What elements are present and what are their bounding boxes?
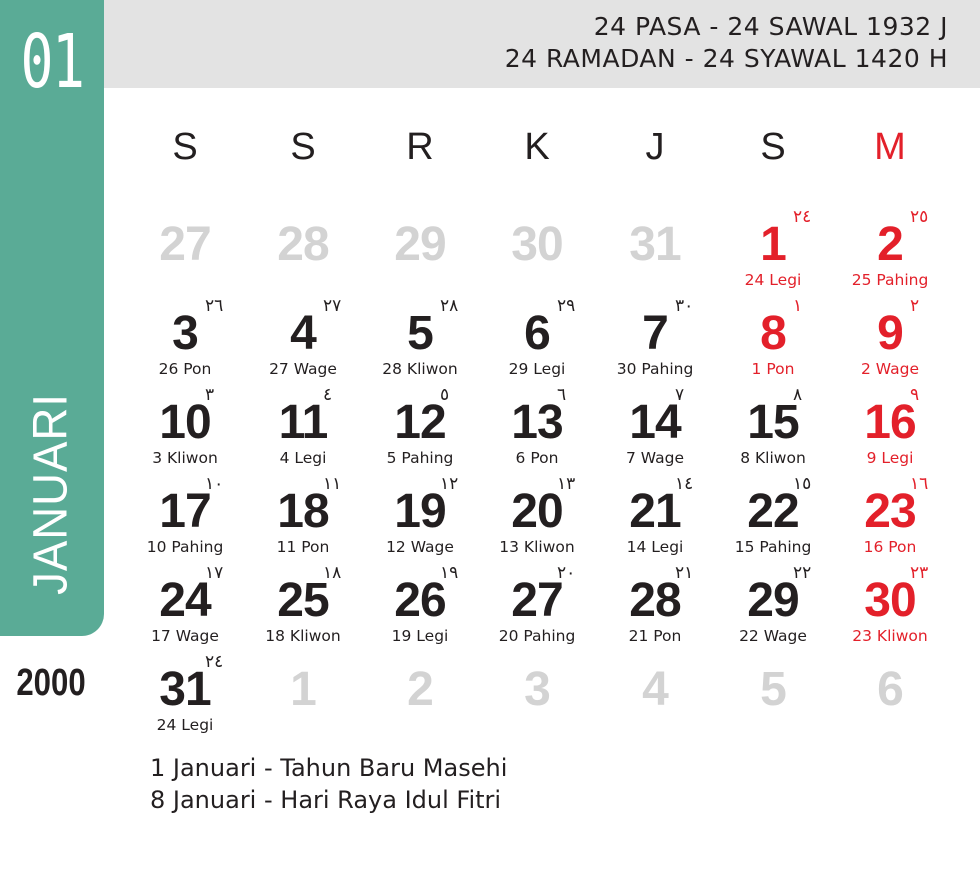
day-number: 19 — [394, 485, 446, 538]
hijri-day-number: ٤ — [323, 385, 333, 405]
day-cell — [597, 211, 713, 297]
day-number: 28 — [277, 218, 329, 271]
javanese-day-label: 8 Kliwon — [740, 449, 806, 467]
day-number: 27 — [511, 574, 563, 627]
javanese-day-label: 3 Kliwon — [152, 449, 218, 467]
javanese-day-label: 18 Kliwon — [265, 627, 341, 645]
day-cell — [245, 385, 361, 475]
javanese-day-label: 22 Wage — [739, 627, 807, 645]
hijri-day-number: ١ — [793, 296, 803, 316]
hijri-day-number: ١٩ — [440, 563, 459, 583]
day-number: 29 — [394, 218, 446, 271]
day-number: 16 — [864, 396, 916, 449]
day-number: 2 — [407, 663, 433, 716]
day-cell — [127, 652, 243, 742]
hijri-day-number: ٣ — [205, 385, 215, 405]
month-name: JANUARI — [24, 393, 78, 595]
javanese-day-label: 9 Legi — [866, 449, 914, 467]
javanese-day-label: 5 Pahing — [386, 449, 454, 467]
weekday-label: S — [290, 126, 316, 168]
day-cell — [479, 211, 595, 297]
javanese-day-label: 26 Pon — [158, 360, 212, 378]
day-number: 31 — [159, 663, 211, 716]
day-cell — [479, 563, 595, 653]
day-number: 6 — [524, 307, 550, 360]
day-cell — [245, 296, 361, 386]
day-cell — [832, 296, 948, 386]
day-number: 29 — [747, 574, 799, 627]
javanese-day-label: 27 Wage — [269, 360, 337, 378]
weekday-label: S — [172, 126, 198, 168]
day-number: 7 — [642, 307, 668, 360]
day-cell — [597, 656, 713, 742]
day-cell — [362, 474, 478, 564]
day-cell — [597, 474, 713, 564]
javanese-day-label: 14 Legi — [626, 538, 684, 556]
javanese-day-label: 20 Pahing — [498, 627, 576, 645]
hijri-day-number: ٢١ — [675, 563, 694, 583]
month-side-bar — [0, 0, 104, 636]
hijri-day-number: ٢٢ — [793, 563, 812, 583]
hijri-day-number: ٦ — [557, 385, 567, 405]
day-number: 17 — [159, 485, 211, 538]
javanese-day-label: 17 Wage — [151, 627, 219, 645]
day-number: 20 — [511, 485, 563, 538]
day-cell — [715, 563, 831, 653]
day-cell — [362, 296, 478, 386]
day-number: 30 — [864, 574, 916, 627]
javanese-date-range: 24 PASA - 24 SAWAL 1932 J — [593, 12, 948, 41]
hijri-day-number: ١٧ — [205, 563, 224, 583]
hijri-day-number: ١٨ — [323, 563, 342, 583]
day-cell — [245, 474, 361, 564]
hijri-day-number: ١٤ — [675, 474, 694, 494]
javanese-day-label: 25 Pahing — [851, 271, 929, 289]
day-cell — [832, 563, 948, 653]
javanese-day-label: 23 Kliwon — [852, 627, 928, 645]
hijri-day-number: ٢٤ — [793, 207, 812, 227]
javanese-day-label: 6 Pon — [515, 449, 559, 467]
day-cell — [127, 474, 243, 564]
hijri-day-number: ٢٤ — [205, 652, 224, 672]
hijri-day-number: ٢ — [910, 296, 920, 316]
day-number: 27 — [159, 218, 211, 271]
hijri-day-number: ٩ — [910, 385, 920, 405]
hijri-day-number: ٥ — [440, 385, 450, 405]
day-number: 8 — [760, 307, 786, 360]
day-number: 5 — [760, 663, 786, 716]
weekday-label: J — [645, 126, 665, 168]
javanese-day-label: 28 Kliwon — [382, 360, 458, 378]
day-number: 3 — [172, 307, 198, 360]
hijri-day-number: ٢٥ — [910, 207, 929, 227]
day-cell — [127, 385, 243, 475]
day-cell — [362, 385, 478, 475]
hijri-day-number: ٢٣ — [910, 563, 929, 583]
javanese-day-label: 24 Legi — [744, 271, 802, 289]
month-number: 01 — [20, 19, 84, 105]
javanese-day-label: 16 Pon — [863, 538, 917, 556]
hijri-day-number: ٢٦ — [205, 296, 224, 316]
day-number: 12 — [394, 396, 446, 449]
day-cell — [245, 563, 361, 653]
day-number: 1 — [290, 663, 316, 716]
day-number: 23 — [864, 485, 916, 538]
day-cell — [245, 211, 361, 297]
day-number: 4 — [290, 307, 316, 360]
day-cell — [832, 385, 948, 475]
day-cell — [715, 656, 831, 742]
day-number: 31 — [629, 218, 681, 271]
javanese-day-label: 11 Pon — [276, 538, 330, 556]
hijri-day-number: ١٠ — [205, 474, 224, 494]
weekday-label: M — [874, 126, 906, 168]
javanese-day-label: 19 Legi — [391, 627, 449, 645]
javanese-day-label: 24 Legi — [156, 716, 214, 734]
weekday-label: K — [524, 126, 550, 168]
day-number: 15 — [747, 396, 799, 449]
day-number: 14 — [629, 396, 681, 449]
day-cell — [245, 656, 361, 742]
day-number: 13 — [511, 396, 563, 449]
day-cell — [127, 563, 243, 653]
day-number: 9 — [877, 307, 903, 360]
javanese-day-label: 29 Legi — [508, 360, 566, 378]
day-number: 6 — [877, 663, 903, 716]
day-number: 24 — [159, 574, 211, 627]
day-number: 18 — [277, 485, 329, 538]
day-cell — [479, 474, 595, 564]
javanese-day-label: 30 Pahing — [616, 360, 694, 378]
hijri-day-number: ١١ — [323, 474, 342, 494]
day-number: 26 — [394, 574, 446, 627]
javanese-day-label: 4 Legi — [279, 449, 327, 467]
day-cell — [715, 385, 831, 475]
day-cell — [362, 211, 478, 297]
day-number: 4 — [642, 663, 668, 716]
hijri-day-number: ٢٨ — [440, 296, 459, 316]
hijri-day-number: ٢٧ — [323, 296, 342, 316]
year-label: 2000 — [16, 662, 86, 704]
javanese-day-label: 2 Wage — [861, 360, 919, 378]
day-cell — [715, 474, 831, 564]
day-number: 22 — [747, 485, 799, 538]
day-cell — [715, 207, 831, 297]
hijri-day-number: ١٦ — [910, 474, 929, 494]
day-number: 28 — [629, 574, 681, 627]
day-cell — [832, 207, 948, 297]
javanese-day-label: 7 Wage — [626, 449, 684, 467]
day-number: 2 — [877, 218, 903, 271]
weekday-label: R — [406, 126, 434, 168]
hijri-day-number: ٨ — [793, 385, 803, 405]
holiday-item: 1 Januari - Tahun Baru Masehi — [150, 754, 508, 782]
day-cell — [832, 656, 948, 742]
day-cell — [597, 385, 713, 475]
javanese-day-label: 13 Kliwon — [499, 538, 575, 556]
day-number: 5 — [407, 307, 433, 360]
day-number: 3 — [524, 663, 550, 716]
day-cell — [832, 474, 948, 564]
holiday-item: 8 Januari - Hari Raya Idul Fitri — [150, 786, 502, 814]
day-number: 21 — [629, 485, 681, 538]
day-cell — [127, 296, 243, 386]
day-cell — [362, 563, 478, 653]
day-cell — [479, 385, 595, 475]
day-cell — [479, 296, 595, 386]
day-number: 1 — [760, 218, 786, 271]
javanese-day-label: 15 Pahing — [734, 538, 812, 556]
day-cell — [715, 296, 831, 386]
javanese-day-label: 21 Pon — [628, 627, 682, 645]
day-number: 11 — [278, 396, 328, 449]
day-cell — [362, 656, 478, 742]
day-cell — [597, 296, 713, 386]
day-number: 25 — [277, 574, 329, 627]
hijri-day-number: ١٣ — [557, 474, 576, 494]
hijri-day-number: ١٥ — [793, 474, 812, 494]
day-cell — [597, 563, 713, 653]
day-number: 30 — [511, 218, 563, 271]
hijri-day-number: ٧ — [675, 385, 685, 405]
javanese-day-label: 1 Pon — [751, 360, 795, 378]
hijri-day-number: ٢٠ — [557, 563, 576, 583]
holiday-list — [150, 752, 507, 816]
day-cell — [127, 211, 243, 297]
hijri-date-range: 24 RAMADAN - 24 SYAWAL 1420 H — [504, 44, 948, 73]
javanese-day-label: 10 Pahing — [146, 538, 224, 556]
header-band — [104, 0, 980, 88]
day-cell — [479, 656, 595, 742]
hijri-day-number: ٣٠ — [675, 296, 694, 316]
day-number: 10 — [159, 396, 211, 449]
javanese-day-label: 12 Wage — [386, 538, 454, 556]
hijri-day-number: ٢٩ — [557, 296, 576, 316]
weekday-label: S — [760, 126, 786, 168]
hijri-day-number: ١٢ — [440, 474, 459, 494]
